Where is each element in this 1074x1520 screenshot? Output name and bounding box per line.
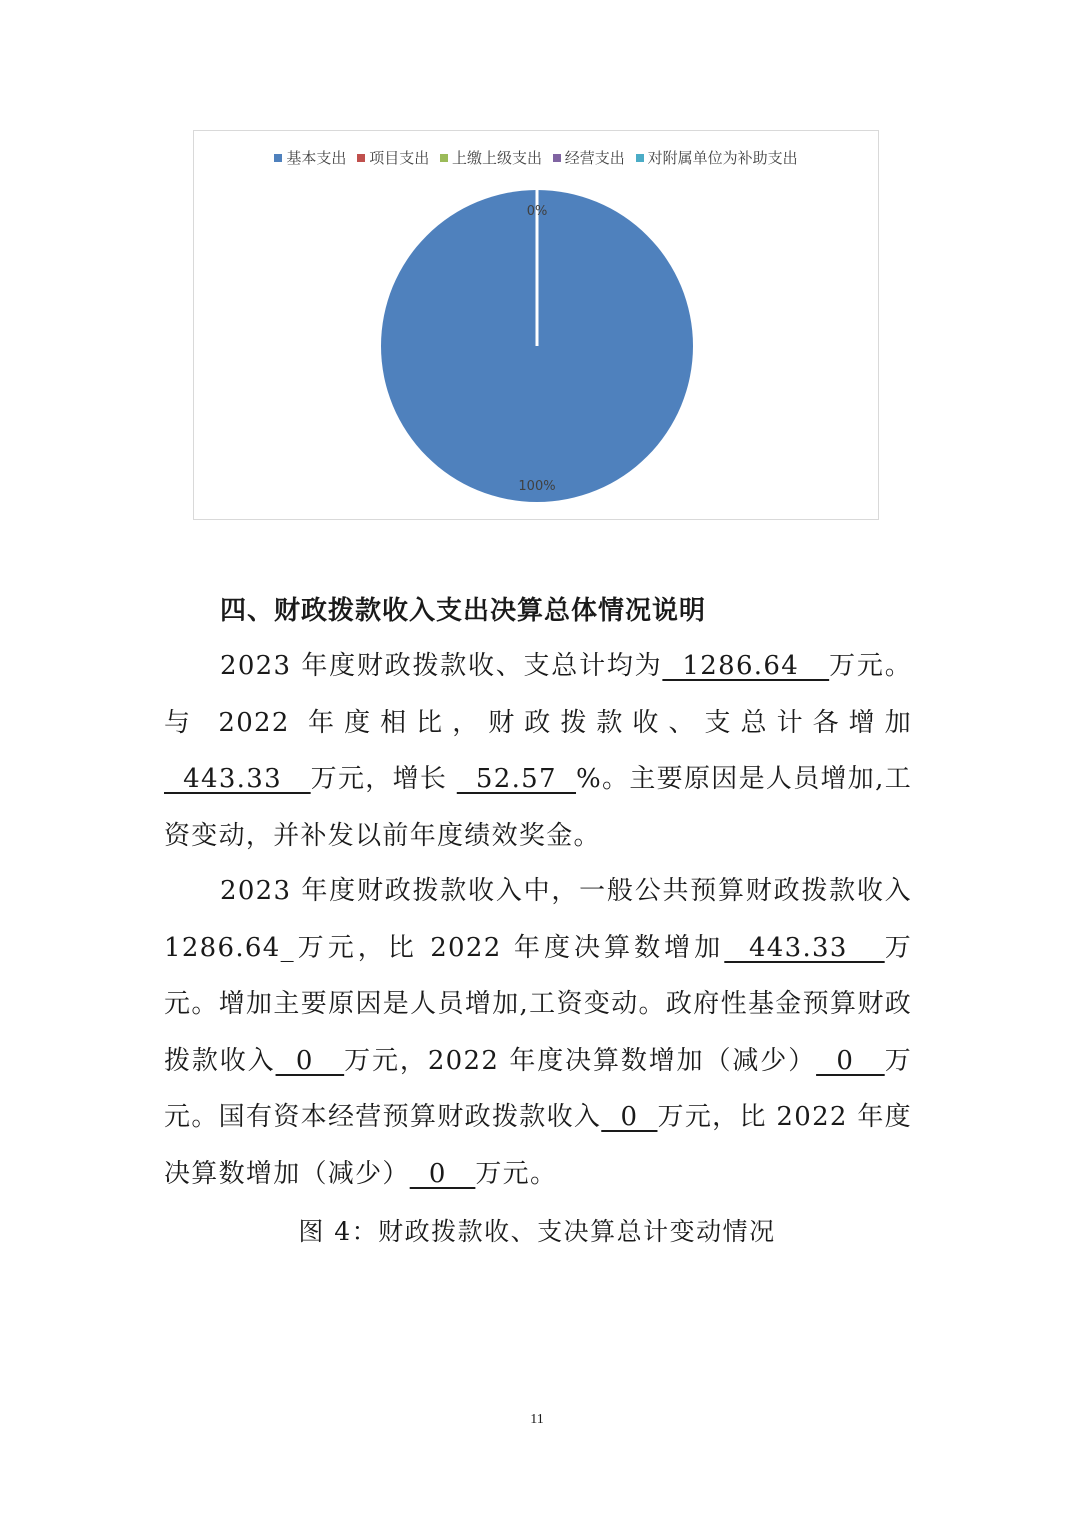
value-fund-income: 0: [275, 1045, 345, 1076]
pie-plot: [194, 131, 880, 521]
text: 万元，2022 年度决算数增加（减少）: [344, 1045, 817, 1076]
data-label: 0%: [526, 204, 548, 219]
text: 万元。: [475, 1158, 558, 1189]
text: 2023 年度财政拨款收、支总计均为: [220, 651, 663, 681]
page-number: 11: [530, 1412, 544, 1427]
text: 万元。国有资本经营预算财政拨款收入: [164, 1045, 913, 1132]
section-heading: 四、财政拨款收入支出决算总体情况说明: [220, 596, 707, 626]
pie-chart: [193, 130, 879, 520]
value-growth-rate: 52.57: [456, 764, 577, 794]
paragraph-1: [164, 638, 912, 864]
text: 万元，比 2022 年度决算数增加（减少）: [164, 1102, 912, 1189]
legend-label: 经营支出: [564, 149, 625, 167]
legend-label: 基本支出: [286, 149, 347, 167]
value-total: 1286.64: [662, 651, 830, 681]
text: %。主要原因是人员增加,工资变动，并补发以前年度绩效奖金。: [164, 764, 912, 851]
figure-caption: 图 4：财政拨款收、支决算总计变动情况: [298, 1217, 776, 1246]
legend-label: 上缴上级支出: [451, 149, 542, 167]
legend-label: 对附属单位为补助支出: [647, 149, 798, 167]
value-increase: 443.33: [724, 932, 885, 963]
value-capital-change: 0: [409, 1158, 476, 1189]
value-fund-change: 0: [816, 1045, 885, 1076]
text: 万元。与 2022 年度相比，财政拨款收、支总计各增加: [164, 651, 912, 738]
value-increase: 443.33: [164, 764, 311, 794]
legend-label: 项目支出: [369, 149, 430, 167]
text: 2023 年度财政拨款收入中，一般公共预算财政拨款收入 1286.64_万元，比 2022 年度决算数增加: [164, 876, 912, 963]
text: 万元。增加主要原因是人员增加,工资变动。政府性基金预算财政拨款收入: [164, 932, 912, 1076]
text: 万元，增长: [310, 764, 457, 794]
data-label: 100%: [518, 479, 556, 494]
paragraph-2: [164, 863, 912, 1202]
value-capital-income: 0: [601, 1102, 658, 1132]
